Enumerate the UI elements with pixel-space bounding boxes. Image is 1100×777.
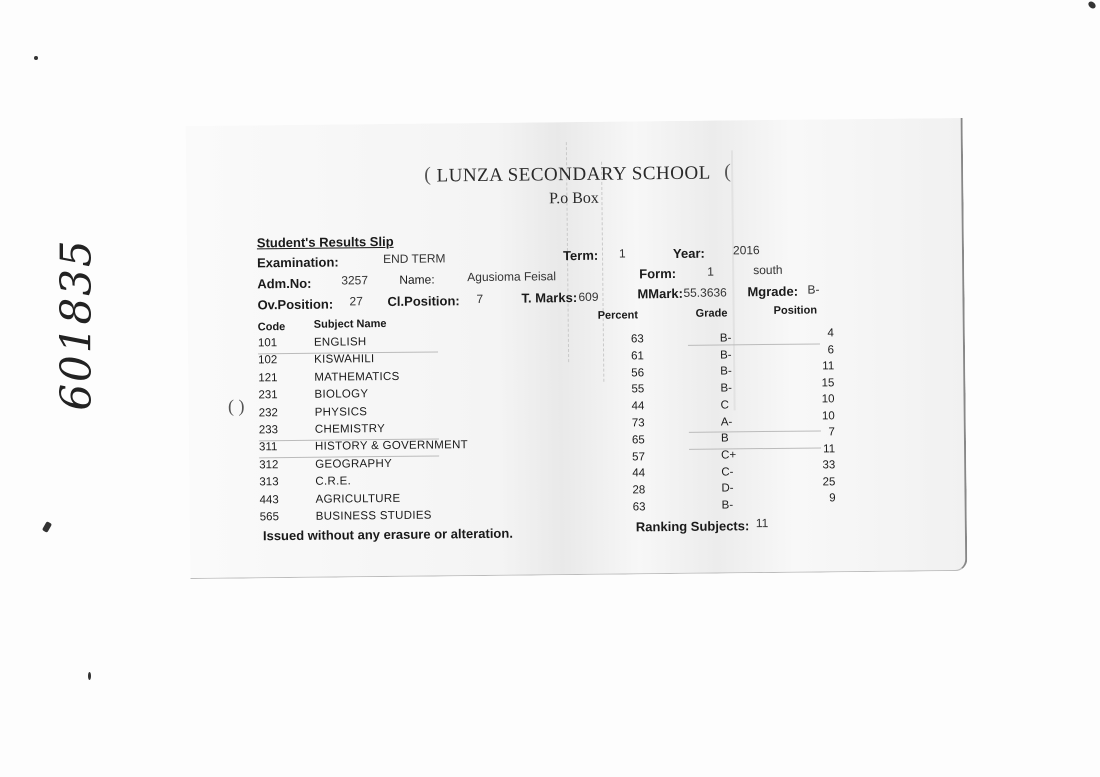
subject-grade: B-: [721, 499, 734, 512]
term-label: Term:: [562, 247, 599, 264]
punch-hole-mark: ( ): [228, 396, 245, 416]
punch-hole-mark: (: [424, 163, 431, 186]
subject-percent: 44: [632, 467, 646, 480]
cl-position-label: Cl.Position:: [387, 293, 460, 309]
subject-name: AGRICULTURE: [315, 492, 401, 506]
subject-position: 9: [829, 492, 836, 505]
column-header-grade: Grade: [695, 307, 728, 320]
slip-title: Student's Results Slip: [256, 233, 394, 251]
ranking-subjects-value: 11: [755, 516, 769, 531]
subject-code: 232: [258, 406, 278, 419]
subject-code: 565: [259, 511, 279, 524]
subject-grade: B-: [720, 365, 732, 378]
t-marks-label: T. Marks:: [521, 289, 578, 306]
column-header-subject: Subject Name: [313, 317, 387, 331]
subject-code: 311: [258, 441, 278, 454]
handwritten-margin-number: 601835: [51, 238, 101, 411]
subject-grade: B-: [720, 382, 732, 395]
subject-name: HISTORY & GOVERNMENT: [314, 439, 469, 454]
subject-name: MATHEMATICS: [314, 370, 400, 384]
subject-grade: C: [720, 399, 729, 412]
subject-name: GEOGRAPHY: [315, 457, 393, 471]
subject-grade: B-: [720, 349, 732, 362]
subject-position: 10: [821, 409, 835, 422]
subject-position: 25: [822, 475, 836, 488]
school-name: LUNZA SECONDARY SCHOOL: [436, 162, 711, 187]
subject-percent: 57: [632, 450, 645, 464]
adm-no-value: 3257: [341, 273, 369, 288]
subject-position: 4: [827, 327, 834, 340]
scan-speck: [88, 672, 91, 680]
subject-grade: D-: [721, 482, 734, 495]
subject-name: BUSINESS STUDIES: [315, 509, 432, 523]
subject-position: 7: [828, 426, 835, 439]
name-value: Agusioma Feisal: [467, 269, 557, 285]
subject-code: 443: [259, 493, 279, 506]
column-header-code: Code: [257, 321, 286, 334]
subject-name: C.R.E.: [315, 475, 352, 488]
subject-code: 313: [259, 476, 279, 489]
scan-speck: [1087, 0, 1097, 10]
subject-position: 15: [821, 376, 835, 389]
form-value: 1: [707, 264, 714, 279]
examination-label: Examination:: [257, 254, 339, 271]
form-label: Form:: [639, 265, 677, 282]
results-slip: [186, 118, 968, 579]
subject-grade: B: [720, 432, 729, 445]
subject-percent: 56: [631, 366, 645, 380]
subject-percent: 65: [631, 434, 645, 447]
year-value: 2016: [732, 243, 760, 258]
subject-position: 6: [827, 343, 835, 356]
subject-percent: 73: [631, 417, 645, 430]
name-label: Name:: [399, 272, 435, 287]
subject-position: 10: [821, 393, 835, 406]
subject-grade: C-: [721, 465, 734, 479]
subject-position: 11: [822, 360, 835, 373]
mmark-label: MMark:: [637, 285, 684, 302]
subject-code: 231: [258, 389, 278, 402]
scan-speck: [42, 521, 52, 533]
subject-code: 102: [258, 354, 278, 367]
subject-percent: 61: [631, 350, 644, 363]
subject-position: 33: [822, 459, 836, 472]
column-header-position: Position: [773, 304, 818, 317]
examination-value: END TERM: [382, 251, 446, 267]
scan-speck: [34, 56, 38, 60]
term-value: 1: [618, 246, 626, 261]
subject-name: BIOLOGY: [314, 388, 369, 401]
subject-name: CHEMISTRY: [314, 423, 386, 436]
subject-code: 101: [257, 337, 278, 350]
year-label: Year:: [672, 245, 705, 261]
subject-percent: 55: [631, 383, 645, 396]
subject-position: 11: [823, 442, 836, 455]
ranking-subjects-label: Ranking Subjects:: [635, 518, 750, 535]
subject-percent: 44: [631, 400, 645, 413]
mmark-value: 55.3636: [683, 285, 727, 300]
subject-grade: C+: [721, 449, 737, 462]
column-header-percent: Percent: [597, 309, 639, 322]
adm-no-label: Adm.No:: [257, 275, 312, 292]
subject-name: ENGLISH: [313, 336, 367, 349]
t-marks-value: 609: [578, 289, 599, 304]
subject-grade: A-: [720, 415, 733, 428]
subject-name: KISWAHILI: [314, 353, 375, 367]
cl-position-value: 7: [476, 291, 484, 307]
punch-hole-mark: (: [724, 160, 731, 183]
school-address: P.o Box: [548, 189, 599, 208]
stream-value: south: [753, 262, 783, 278]
ov-position-label: Ov.Position:: [257, 296, 334, 313]
subject-grade: B-: [719, 332, 732, 345]
subject-percent: 63: [632, 501, 646, 514]
subject-name: PHYSICS: [314, 405, 368, 419]
issue-note: Issued without any erasure or alteration.: [262, 525, 513, 544]
subject-code: 312: [259, 458, 279, 472]
ov-position-value: 27: [349, 294, 363, 309]
subject-code: 233: [258, 424, 279, 437]
subject-percent: 28: [632, 484, 646, 497]
mgrade-value: B-: [807, 282, 820, 297]
mgrade-label: Mgrade:: [747, 283, 799, 300]
subject-code: 121: [258, 371, 278, 385]
subject-percent: 63: [630, 333, 644, 346]
